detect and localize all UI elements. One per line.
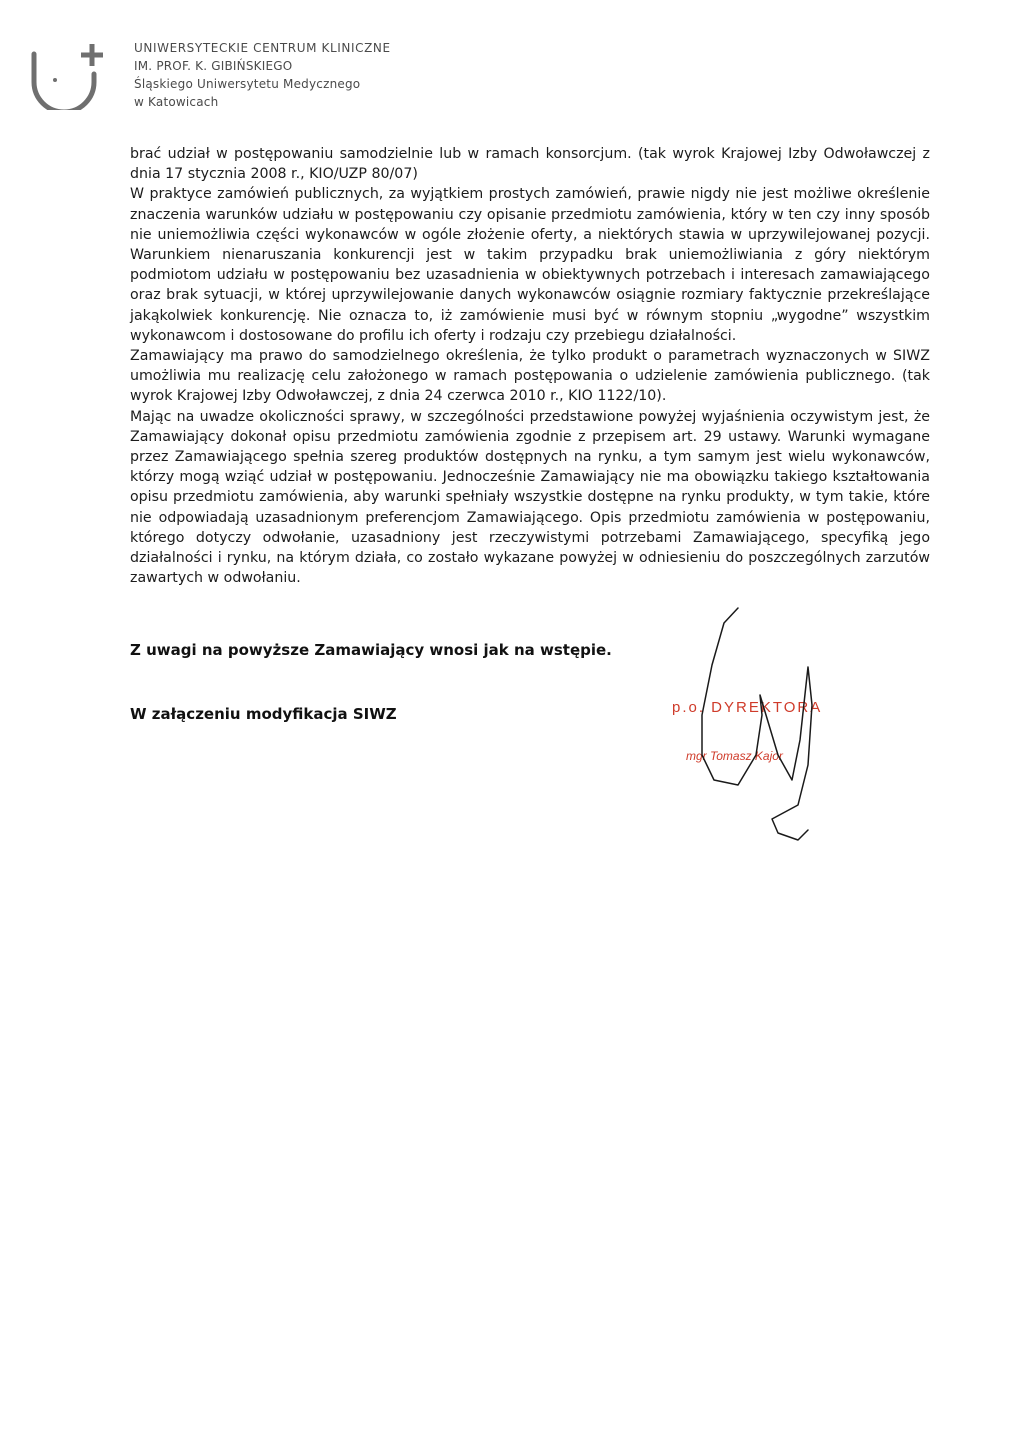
stamp-name: mgr Tomasz Kajor bbox=[686, 749, 783, 763]
institution-name-line3: Śląskiego Uniwersytetu Medycznego bbox=[134, 77, 361, 91]
attachment-note: W załączeniu modyfikacja SIWZ bbox=[130, 705, 397, 723]
institution-name-line2: IM. PROF. K. GIBIŃSKIEGO bbox=[134, 59, 293, 73]
conclusion-statement: Z uwagi na powyższe Zamawiający wnosi jak na wstępie. bbox=[130, 641, 612, 659]
handwritten-signature bbox=[680, 605, 830, 845]
institution-header bbox=[134, 39, 391, 111]
stamp-title: p.o. DYREKTORA bbox=[672, 699, 823, 716]
institution-name-line1: UNIWERSYTECKIE CENTRUM KLINICZNE bbox=[134, 41, 391, 55]
paragraph-3: Zamawiający ma prawo do samodzielnego określenia, że tylko produkt o parametrach wyznaczonych w SIWZ umożliwia mu realizację celu założonego w ramach postępowania o udzielenie zamówienia publicznego. (tak wyrok Krajowej Izby Odwoławczej, z dnia 24 czerwca 2010 r., KIO 1122/10). bbox=[130, 348, 930, 405]
letter-body bbox=[130, 144, 930, 588]
institution-name-line4: w Katowicach bbox=[134, 95, 219, 109]
paragraph-2: W praktyce zamówień publicznych, za wyjątkiem prostych zamówień, prawie nigdy nie jest możliwe określenie znaczenia warunków udziału w postępowaniu czy opisanie przedmiotu zamówienia, który w ten czy inny sposób nie uniemożliwia części wykonawców w ogóle złożenie oferty, a niektórych stawia w uprzywilejowanej pozycji. Warunkiem nienaruszania konkurencji jest w takim przypadku brak uniemożliwiania z góry niektórym podmiotom udziału w postępowaniu bez uzasadnienia w obiektywnych potrzebach i interesach zamawiającego oraz brak sytuacji, w której uprzywilejowanie danych wykonawców osiągnie rozmiary faktycznie przekreślające jakąkolwiek konkurencję. Nie oznacza to, iż zamówienie musi być w równym stopniu „wygodne” wszystkim wykonawcom i dostosowane do profilu ich oferty i rodzaju czy przebiegu działalności. bbox=[130, 186, 930, 344]
paragraph-4: Mając na uwadze okoliczności sprawy, w szczególności przedstawione powyżej wyjaśnienia oczywistym jest, że Zamawiający dokonał opisu przedmiotu zamówienia zgodnie z przepisem art. 29 ustawy. Warunki wymagane przez Zamawiającego spełnia szereg produktów dostępnych na rynku, a tym samym jest wielu wykonawców, którzy mogą wziąć udział w postępowaniu. Jednocześnie Zamawiający nie ma obowiązku takiego kształtowania opisu przedmiotu zamówienia, aby warunki spełniały wszystkie dostępne na rynku produkty, w tym takie, które nie odpowiadają uzasadnionym preferencjom Zamawiającego. Opis przedmiotu zamówienia w postępowaniu, którego dotyczy odwołanie, uzasadniony jest rzeczywistymi potrzebami Zamawiającego, specyfiką jego działalności i rynku, na którym działa, co zostało wykazane powyżej w odniesieniu do poszczególnych zarzutów zawartych w odwołaniu. bbox=[130, 408, 930, 587]
hospital-logo bbox=[28, 36, 114, 110]
paragraph-1: brać udział w postępowaniu samodzielnie lub w ramach konsorcjum. (tak wyrok Krajowej Izby Odwoławczej z dnia 17 stycznia 2008 r., KIO/UZP 80/07) bbox=[130, 146, 930, 183]
